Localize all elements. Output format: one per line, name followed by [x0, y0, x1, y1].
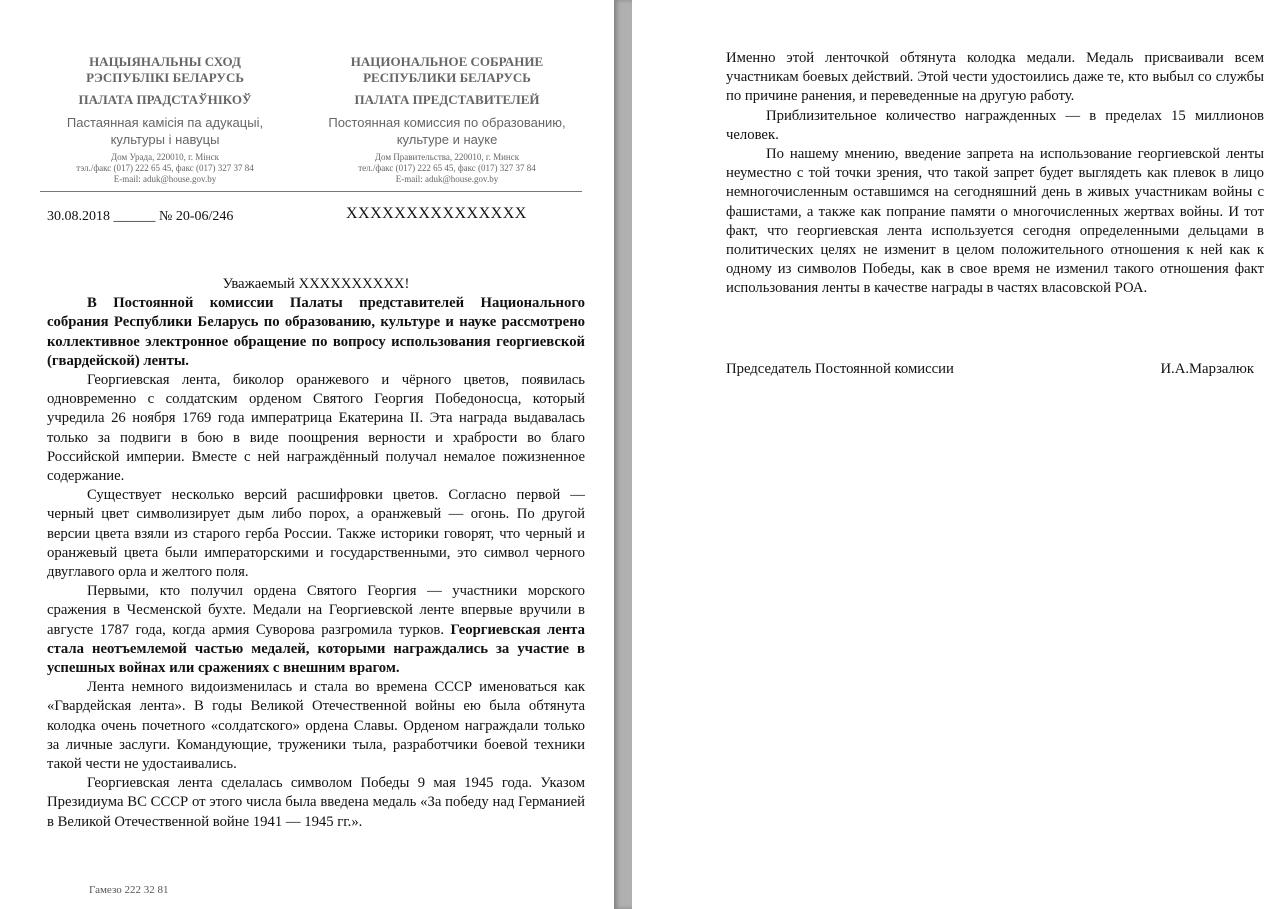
header-divider — [40, 191, 582, 192]
signature-block — [726, 361, 1254, 378]
paragraph: В Постоянной комиссии Палаты представителей Национального собрания Республики Беларусь по образованию, культуре и науке рассмотрено коллективное электронное обращение по вопросу использования георгиевской (гвардейской) ленты. — [47, 295, 585, 369]
paragraph: Лента немного видоизменилась и стала во времена СССР именоваться как «Гвардейская лента». В годы Великой Отечественной войны ею была обтянута колодка очень почетного «солдатского» ордена Славы. Орденом награждали только за личные заслуги. Командующие, труженики тыла, разработчики боевой техники такой чести не удостаивались. — [47, 679, 585, 773]
org-name-by: НАЦЫЯНАЛЬНЫ СХОД РЭСПУБЛІКІ БЕЛАРУСЬ — [86, 54, 244, 85]
letterhead-belarusian — [40, 54, 290, 185]
page-gutter — [614, 0, 632, 909]
paragraph: По нашему мнению, введение запрета на использование георгиевской ленты неуместно с той точки зрения, что такой запрет будет выглядеть как плевок в лицо немногочисленным оставшимся на сегодняшний день в живых участникам войны с фашистами, а также как попрание памяти о многочисленных жертвах войны. И тот факт, что георгиевская лента используется сегодня определенными дельцами в политических целях не изменит в целом положительного отношения к ней как к одному из символов Победы, как в свое время не изменил такого отношения факт использования ленты в качестве награды в частях власовской РОА. — [726, 146, 1264, 297]
date-and-reference: 30.08.2018 ______ № 20-06/246 — [47, 209, 234, 224]
paragraph: Георгиевская лента сделалась символом Победы 9 мая 1945 года. Указом Президиума ВС СССР от этого числа была введена медаль «За победу над Германией в Великой Отечественной войне 1941 — 1945 гг.». — [47, 775, 585, 830]
chamber-name-ru: ПАЛАТА ПРЕДСТАВИТЕЛЕЙ — [354, 92, 540, 107]
paragraph: Именно этой ленточкой обтянута колодка медали. Медаль присваивали всем участникам боевых действий. Этой чести удостоились даже те, кто выбыл со службы по причине ранения, и переведенные на другую работу. — [726, 50, 1264, 105]
committee-name-by: Пастаянная камісія па адукацыі, культуры і навуцы — [66, 115, 264, 147]
paragraph-text: Первыми, кто получил ордена Святого Георгия — участники морского сражения в Чесменской бухте. Медали на Георгиевской ленте впервые вручили в августе 1787 года, когда армия Суворова разгромила турков. — [47, 583, 585, 638]
letter-body-page-1 — [47, 275, 585, 832]
paragraph: Приблизительное количество награжденных — в пределах 15 миллионов человек. — [726, 107, 1264, 143]
document-page-2 — [632, 0, 1280, 909]
paragraph-text-bold: Георгиевская лента стала неотъемлемой частью медалей, которыми награждались за участие в успешных войнах или сражениях с внешним врагом. — [47, 621, 586, 677]
paragraph: Существует несколько версий расшифровки цветов. Согласно первой — черный цвет символизирует дым либо порох, а оранжевый — огонь. По другой версии цвета взяли из старого герба России. Также историки говорят, что черный и оранжевый цвета были императорскими и государственными, это символ черного двуглавого орла и желтого поля. — [47, 487, 585, 581]
executor-footnote: Гамезо 222 32 81 — [89, 884, 169, 896]
document-page-1 — [0, 0, 614, 909]
greeting: Уважаемый XXXXXXXXXX! — [222, 276, 410, 292]
address-by: Дом Урада, 220010, г. Мінск тэл./факс (017) 222 65 45, факс (017) 327 37 84 E-mail: aduk@house.gov.by — [76, 152, 254, 184]
paragraph — [47, 582, 585, 678]
signatory-name: И.А.Марзалюк — [1160, 361, 1254, 377]
address-ru: Дом Правительства, 220010, г. Минск тел./факс (017) 222 65 45, факс (017) 327 37 84 E-mail: aduk@house.gov.by — [358, 152, 536, 184]
org-name-ru: НАЦИОНАЛЬНОЕ СОБРАНИЕ РЕСПУБЛИКИ БЕЛАРУСЬ — [350, 54, 544, 85]
paragraph: Георгиевская лента, биколор оранжевого и чёрного цветов, появилась одновременно с солдатским орденом Святого Георгия Победоносца, который учредила 26 ноября 1769 года императрица Екатерина II. Эта награда выдавалась только за подвиги в бою в виде поощрения верности и храбрости во благо Российской империи. Вместе с ней награждённый получал немалое пожизненное содержание. — [47, 372, 585, 485]
committee-name-ru: Постоянная комиссия по образованию, культуре и науке — [328, 115, 566, 147]
letterhead-russian — [322, 54, 572, 185]
letter-body-page-2 — [726, 49, 1264, 299]
signatory-title: Председатель Постоянной комиссии — [726, 361, 954, 377]
chamber-name-by: ПАЛАТА ПРАДСТАЎНІКОЎ — [78, 92, 252, 107]
addressee: XXXXXXXXXXXXXXX — [346, 205, 527, 222]
